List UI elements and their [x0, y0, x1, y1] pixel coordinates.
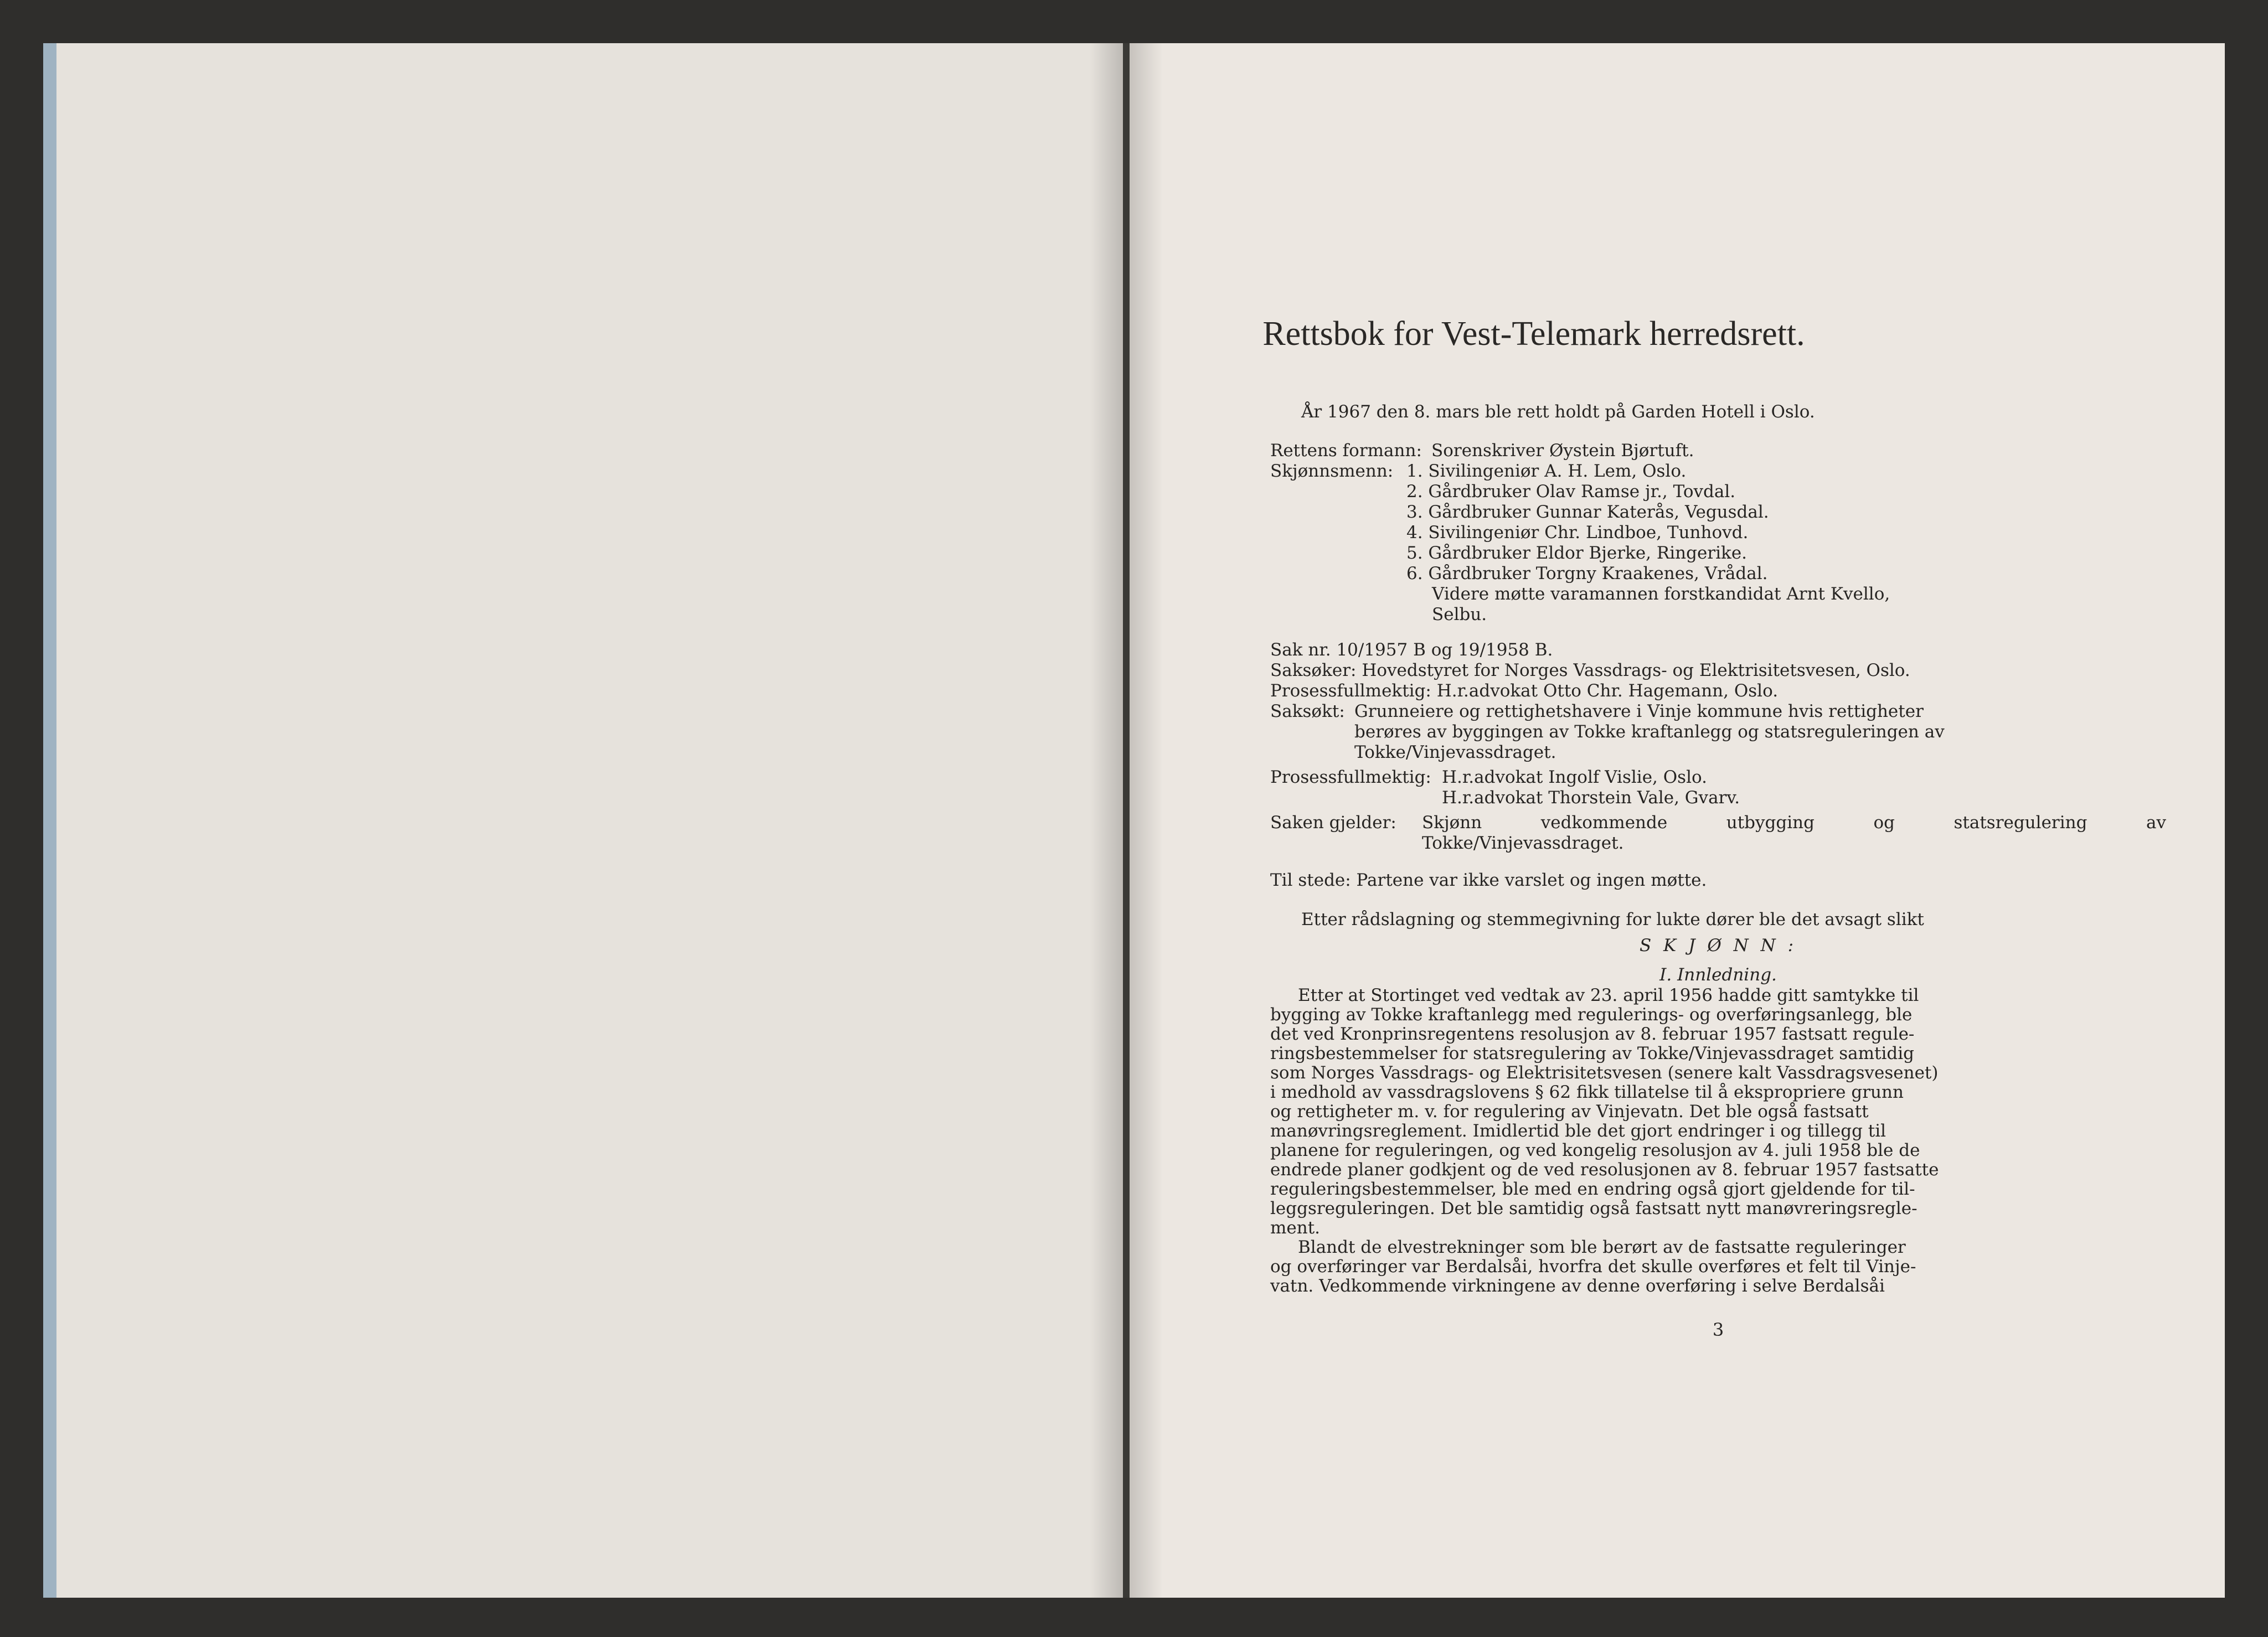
para2-line-3: vatn. Vedkommende virkningene av denne overføring i selve Berdalsåi	[1270, 1276, 1885, 1296]
section-heading: I. Innledning.	[1659, 965, 1777, 985]
saksokt-line-2: berøres av byggingen av Tokke kraftanlegg og statsreguleringen av	[1354, 722, 1945, 742]
header-line: År 1967 den 8. mars ble rett holdt på Garden Hotell i Oslo.	[1301, 402, 1815, 422]
para1-line-12: leggsreguleringen. Det ble samtidig også fastsatt nytt manøvreringsregle-	[1270, 1199, 1918, 1218]
gjelder-line-2: Tokke/Vinjevassdraget.	[1422, 833, 1624, 853]
skjonnsmenn-label: Skjønnsmenn:	[1270, 461, 1394, 481]
saksokt-label: Saksøkt:	[1270, 701, 1345, 721]
prosessfullmektig-2-label: Prosessfullmektig:	[1270, 767, 1431, 787]
gjelder-line-1: Skjønn vedkommende utbygging og statsregulering av	[1422, 813, 2166, 833]
til-stede: Til stede: Partene var ikke varslet og ingen møtte.	[1270, 870, 1707, 890]
saksoker: Saksøker: Hovedstyret for Norges Vassdrags- og Elektrisitetsvesen, Oslo.	[1270, 660, 1910, 680]
skjonnsmann-6: 6. Gårdbruker Torgny Kraakenes, Vrådal.	[1406, 564, 1768, 583]
prosessfullmektig-2a: H.r.advokat Ingolf Vislie, Oslo.	[1442, 767, 1707, 787]
sak-nr: Sak nr. 10/1957 B og 19/1958 B.	[1270, 640, 1553, 660]
videre-line-1: Videre møtte varamannen forstkandidat Arnt Kvello,	[1432, 584, 1890, 604]
para1-line-4: ringsbestemmelser for statsregulering av Tokke/Vinjevassdraget samtidig	[1270, 1044, 1915, 1063]
para1-line-11: reguleringsbestemmelser, ble med en endring også gjort gjeldende for til-	[1270, 1179, 1915, 1199]
left-page	[43, 43, 1123, 1598]
prosessfullmektig-2b: H.r.advokat Thorstein Vale, Gvarv.	[1442, 788, 1740, 808]
para1-line-2: bygging av Tokke kraftanlegg med regulerings- og overføringsanlegg, ble	[1270, 1005, 1913, 1025]
cover-edge	[43, 43, 56, 1598]
skjonnsmann-1: 1. Sivilingeniør A. H. Lem, Oslo.	[1406, 461, 1687, 481]
page-title: Rettsbok for Vest-Telemark herredsrett.	[1262, 315, 1805, 353]
skjonn-heading: S K J Ø N N :	[1639, 936, 1797, 956]
para1-line-5: som Norges Vassdrags- og Elektrisitetsvesen (senere kalt Vassdragsvesenet)	[1270, 1063, 1939, 1083]
gjelder-label: Saken gjelder:	[1270, 813, 1396, 833]
videre-line-2: Selbu.	[1432, 605, 1487, 624]
skjonnsmann-5: 5. Gårdbruker Eldor Bjerke, Ringerike.	[1406, 543, 1748, 563]
prosessfullmektig-1: Prosessfullmektig: H.r.advokat Otto Chr. Hagemann, Oslo.	[1270, 681, 1779, 701]
spine	[1123, 43, 1130, 1598]
para1-line-8: manøvringsreglement. Imidlertid ble det gjort endringer i og tillegg til	[1270, 1121, 1886, 1141]
etter-line: Etter rådslagning og stemmegivning for lukte dører ble det avsagt slikt	[1301, 910, 1924, 929]
para1-line-3: det ved Kronprinsregentens resolusjon av 8. februar 1957 fastsatt regule-	[1270, 1024, 1915, 1044]
skjonnsmann-4: 4. Sivilingeniør Chr. Lindboe, Tunhovd.	[1406, 523, 1749, 543]
formann-value: Sorenskriver Øystein Bjørtuft.	[1431, 441, 1694, 461]
para2-line-2: og overføringer var Berdalsåi, hvorfra det skulle overføres et felt til Vinje-	[1270, 1257, 1916, 1277]
skjonnsmann-2: 2. Gårdbruker Olav Ramse jr., Tovdal.	[1406, 482, 1736, 502]
para1-line-9: planene for reguleringen, og ved kongelig resolusjon av 4. juli 1958 ble de	[1270, 1140, 1920, 1160]
formann-label: Rettens formann:	[1270, 441, 1422, 461]
saksokt-line-1: Grunneiere og rettighetshavere i Vinje kommune hvis rettigheter	[1354, 701, 1924, 721]
para1-line-6: i medhold av vassdragslovens § 62 fikk tillatelse til å ekspropriere grunn	[1270, 1082, 1904, 1102]
skjonnsmann-3: 3. Gårdbruker Gunnar Katerås, Vegusdal.	[1406, 502, 1769, 522]
para1-line-13: ment.	[1270, 1218, 1321, 1238]
page-number: 3	[1712, 1319, 1724, 1340]
saksokt-line-3: Tokke/Vinjevassdraget.	[1354, 742, 1556, 762]
para1-line-7: og rettigheter m. v. for regulering av Vinjevatn. Det ble også fastsatt	[1270, 1102, 1869, 1122]
para1-line-10: endrede planer godkjent og de ved resolusjonen av 8. februar 1957 fastsatte	[1270, 1160, 1939, 1180]
para1-line-1: Etter at Stortinget ved vedtak av 23. april 1956 hadde gitt samtykke til	[1298, 985, 1919, 1005]
para2-line-1: Blandt de elvestrekninger som ble berørt av de fastsatte reguleringer	[1298, 1237, 1906, 1257]
